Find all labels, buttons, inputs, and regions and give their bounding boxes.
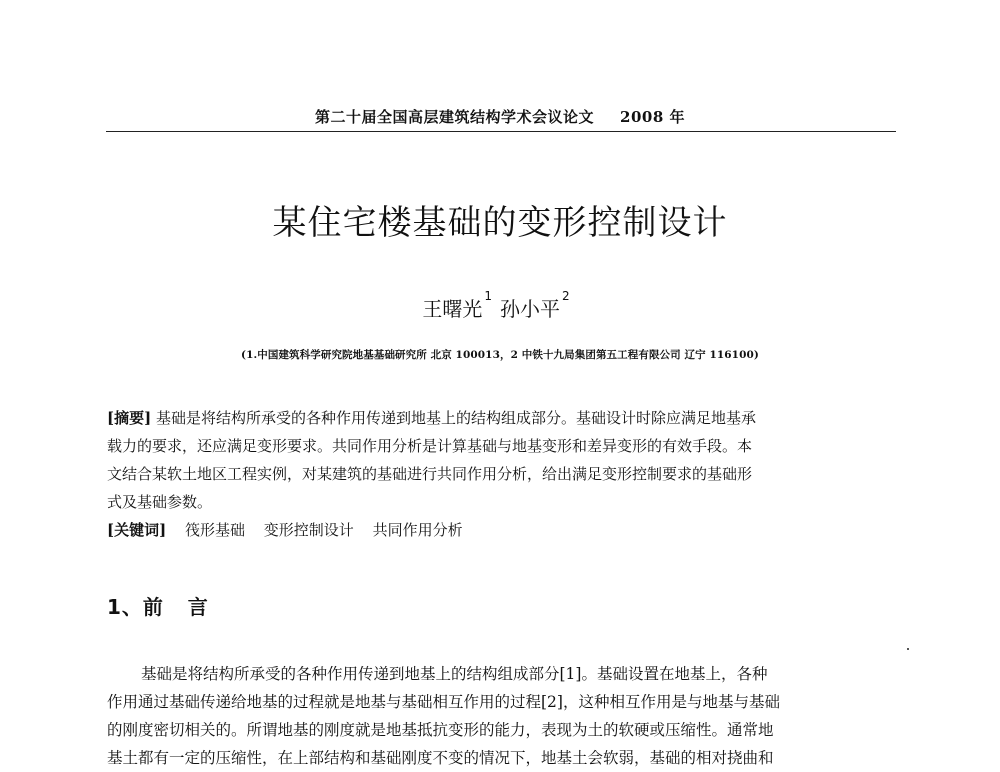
abstract <box>107 404 897 516</box>
scan-speck <box>907 648 909 650</box>
keyword: 筏形基础 <box>184 521 245 539</box>
running-head <box>100 106 900 127</box>
author-affiliation-mark: 1 <box>484 289 492 303</box>
body-paragraph <box>107 660 897 772</box>
author-name: 王曙光 <box>422 297 483 321</box>
body-line: 基础是将结构所承受的各种作用传递到地基上的结构组成部分[1]。基础设置在地基上，各种 <box>141 665 768 683</box>
keywords <box>107 516 897 544</box>
keyword: 共同作用分析 <box>372 521 463 539</box>
section-heading: 1、前 言 <box>107 595 209 619</box>
body-line: 的刚度密切相关的。所谓地基的刚度就是地基抵抗变形的能力，表现为土的软硬或压缩性。通常地 <box>107 721 774 739</box>
author-affiliation-mark: 2 <box>562 289 570 303</box>
keywords-label: [关键词] <box>107 521 167 539</box>
header-rule <box>106 131 896 132</box>
abstract-line: 文结合某软土地区工程实例，对某建筑的基础进行共同作用分析，给出满足变形控制要求的基础形 <box>107 465 753 483</box>
abstract-line: 式及基础参数。 <box>107 493 213 511</box>
keyword: 变形控制设计 <box>263 521 354 539</box>
author-name: 孙小平 <box>500 297 560 321</box>
abstract-text: 基础是将结构所承受的各种作用传递到地基上的结构组成部分。基础设计时除应满足地基承 <box>155 409 756 427</box>
abstract-line <box>107 404 897 432</box>
body-line: 基土都有一定的压缩性，在上部结构和基础刚度不变的情况下，地基土会软弱，基础的相对挠曲和 <box>107 749 774 767</box>
conference-name: 第二十届全国高层建筑结构学术会议论文 <box>315 108 595 126</box>
paper-title: 某住宅楼基础的变形控制设计 <box>272 203 728 243</box>
abstract-label: [摘要] <box>107 409 152 427</box>
affiliation: (1.中国建筑科学研究院地基基础研究所 北京 100013，2 中铁十九局集团第五工程有限公司 辽宁 116100) <box>241 349 759 361</box>
body-line: 作用通过基础传递给地基的过程就是地基与基础相互作用的过程[2]，这种相互作用是与地基与基础 <box>107 693 780 711</box>
conference-year: 2008 年 <box>620 108 685 126</box>
abstract-line: 载力的要求，还应满足变形要求。共同作用分析是计算基础与地基变形和差异变形的有效手段。本 <box>107 437 753 455</box>
author-list <box>100 289 900 322</box>
